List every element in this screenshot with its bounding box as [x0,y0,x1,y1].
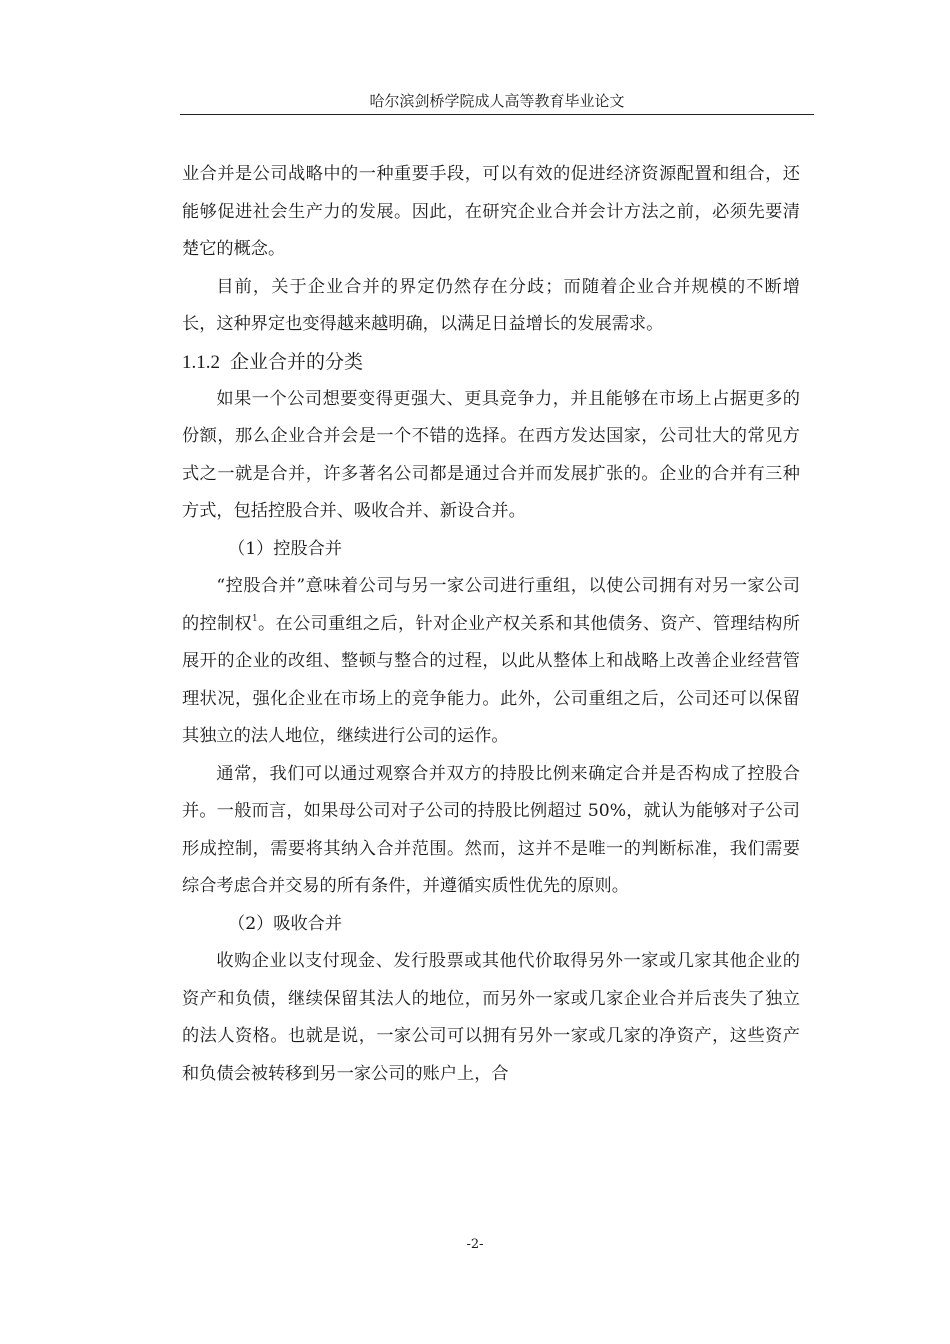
paragraph-4-part-b: 。在公司重组之后，针对企业产权关系和其他债务、资产、管理结构所展开的企业的改组、整顿与整合的过程，以此从整体上和战略上改善企业经营管理状况，强化企业在市场上的竞争能力。此外，公司重组之后，公司还可以保留其独立的法人地位，继续进行公司的运作。 [182,613,800,746]
paragraph-5: 通常，我们可以通过观察合并双方的持股比例来确定合并是否构成了控股合并。一般而言，如果母公司对子公司的持股比例超过 50%，就认为能够对子公司形成控制，需要将其纳入合并范围。然而，这并不是唯一的判断标准，我们需要综合考虑合并交易的所有条件，并遵循实质性优先的原则。 [182,763,800,896]
section-number: 1.1.2 [182,351,220,373]
paragraph-6: 收购企业以支付现金、发行股票或其他代价取得另外一家或几家其他企业的资产和负债，继续保留其法人的地位，而另外一家或几家企业合并后丧失了独立的法人资格。也就是说，一家公司可以拥有另外一家或几家的净资产，这些资产和负债会被转移到另一家公司的账户上，合 [182,951,800,1084]
paragraph-2: 目前，关于企业合并的界定仍然存在分歧；而随着企业合并规模的不断增长，这种界定也变得越来越明确，以满足日益增长的发展需求。 [182,276,800,334]
paragraph-4 [182,568,800,756]
footnote-ref: 1 [251,613,258,624]
subheading-absorption-merger: （2）吸收合并 [228,913,343,934]
document-body [182,156,800,1093]
subheading-holding-merger: （1）控股合并 [228,538,343,559]
page-number: -2- [466,1237,484,1252]
section-title: 企业合并的分类 [230,350,364,373]
page-header: 哈尔滨剑桥学院成人高等教育毕业论文 [369,92,625,110]
paragraph-3: 如果一个公司想要变得更强大、更具竞争力，并且能够在市场上占据更多的份额，那么企业合并会是一个不错的选择。在西方发达国家，公司壮大的常见方式之一就是合并，许多著名公司都是通过合并而发展扩张的。企业的合并有三种方式，包括控股合并、吸收合并、新设合并。 [182,388,800,521]
paragraph-4-part-a: “控股合并”意味着公司与另一家公司进行重组，以使公司拥有对另一家公司的控制权 [182,576,800,634]
section-heading [182,344,800,381]
paragraph-1: 业合并是公司战略中的一种重要手段，可以有效的促进经济资源配置和组合，还能够促进社会生产力的发展。因此，在研究企业合并会计方法之前，必须先要清楚它的概念。 [182,164,800,259]
header-rule [180,114,814,115]
